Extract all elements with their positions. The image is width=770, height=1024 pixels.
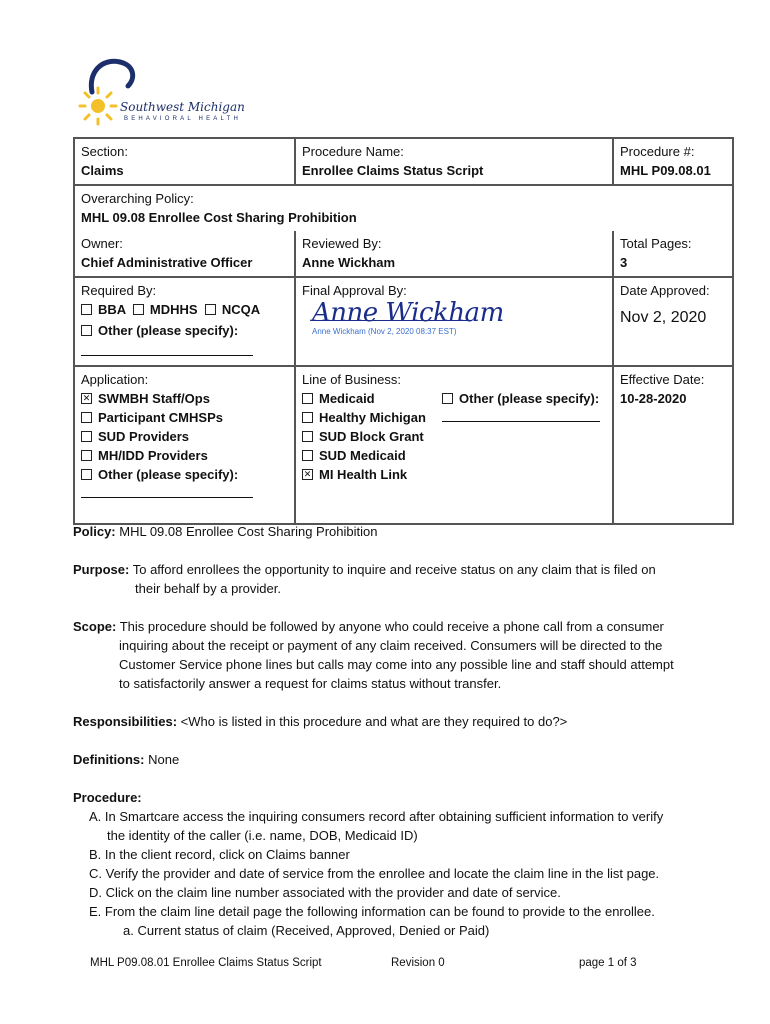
application-item-label: SUD Providers [98,429,190,444]
application-checkbox[interactable] [81,393,92,404]
owner-value: Chief Administrative Officer [81,255,253,270]
overarching-policy-value: MHL 09.08 Enrollee Cost Sharing Prohibition [81,210,357,225]
policy-label: Policy: [73,524,116,539]
procedure-number-value: MHL P09.08.01 [620,163,711,178]
lob-checkbox[interactable] [302,412,313,423]
scope-text-cont: inquiring about the receipt or payment of any claim received. Consumers will be directed to the [119,638,663,653]
procedure-number-cell [613,138,733,185]
responsibilities-paragraph [73,712,713,731]
owner-cell [74,231,295,277]
list-item: A. In Smartcare access the inquiring consumers record after obtaining sufficient information to verify [89,809,664,824]
effective-date-value: 10-28-2020 [620,391,687,406]
bba-checkbox[interactable] [81,304,92,315]
list-item: C. Verify the provider and date of service from the enrollee and locate the claim line in the list page. [89,866,660,881]
lob-columns [302,389,606,484]
application-checkbox[interactable] [81,469,92,480]
lob-checkbox[interactable] [302,393,313,404]
required-other-checkbox[interactable] [81,325,92,336]
scope-text: This procedure should be followed by anyone who could receive a phone call from a consumer [119,619,664,634]
reviewed-by-cell [295,231,613,277]
table-row [74,231,733,277]
application-cell [74,366,295,524]
list-item [302,389,442,408]
lob-item-label: SUD Block Grant [319,429,424,444]
required-other-row [81,321,288,340]
date-approved-cell [613,277,733,366]
signature-block [302,298,606,341]
lob-list [302,389,442,484]
overarching-policy-cell [74,185,733,231]
footer-page-number: page 1 of 3 [579,957,637,969]
procedure-header-table [73,137,734,525]
application-checkbox[interactable] [81,412,92,423]
total-pages-label: Total Pages: [620,236,692,251]
list-item [302,465,442,484]
required-by-label: Required By: [81,283,157,298]
required-other-label: Other (please specify): [98,323,239,338]
application-item-label: Other (please specify): [98,467,239,482]
list-item: B. In the client record, click on Claims banner [89,847,350,862]
organization-logo [78,56,258,128]
lob-other [442,389,600,484]
scope-paragraph [73,617,713,693]
logo-name: Southwest Michigan [120,100,245,114]
effective-date-label: Effective Date: [620,372,705,387]
lob-item-label: Healthy Michigan [319,410,426,425]
ncqa-checkbox[interactable] [205,304,216,315]
logo-subtitle: BEHAVIORAL HEALTH [124,116,241,122]
required-by-cell [74,277,295,366]
procedure-name-cell [295,138,613,185]
procedure-steps [73,807,733,940]
required-by-options [81,300,288,319]
lob-other-label: Other (please specify): [459,391,600,406]
scope-label: Scope: [73,619,117,634]
application-list [81,389,288,503]
purpose-text-cont: their behalf by a provider. [135,581,281,596]
effective-date-cell [613,366,733,524]
list-item [81,446,288,465]
list-item [81,465,288,484]
final-approval-cell [295,277,613,366]
mdhhs-label: MDHHS [149,302,198,317]
purpose-text: To afford enrollees the opportunity to inquire and receive status on any claim that is filed on [132,562,656,577]
lob-checkbox[interactable] [302,450,313,461]
list-item: a. Current status of claim (Received, Approved, Denied or Paid) [123,923,490,938]
total-pages-value: 3 [620,255,628,270]
total-pages-cell [613,231,733,277]
list-item [81,389,288,408]
lob-other-checkbox[interactable] [442,393,453,404]
table-row [74,277,733,366]
procedure-label: Procedure: [73,790,142,805]
responsibilities-text: <Who is listed in this procedure and what are they required to do?> [180,714,568,729]
list-item: D. Click on the claim line number associated with the provider and date of service. [89,885,561,900]
signature: Anne Wickham [312,298,504,328]
application-checkbox[interactable] [81,431,92,442]
final-approval-label: Final Approval By: [302,283,407,298]
list-item [81,408,288,427]
lob-other-field[interactable] [442,408,600,427]
date-approved-label: Date Approved: [620,283,710,298]
policy-text: MHL 09.08 Enrollee Cost Sharing Prohibition [119,524,378,539]
overarching-policy-label: Overarching Policy: [81,191,194,206]
list-item [302,427,442,446]
application-checkbox[interactable] [81,450,92,461]
scope-text-cont: Customer Service phone lines but calls may come into any possible line and staff should attempt [119,657,674,672]
table-row [74,138,733,185]
line-of-business-cell [295,366,613,524]
section-cell [74,138,295,185]
table-row [74,366,733,524]
procedure-name-label: Procedure Name: [302,144,404,159]
responsibilities-label: Responsibilities: [73,714,178,729]
ncqa-label: NCQA [221,302,261,317]
list-item [302,408,442,427]
line-of-business-label: Line of Business: [302,372,402,387]
date-approved-value: Nov 2, 2020 [620,309,707,326]
list-item [302,446,442,465]
lob-item-label: Medicaid [319,391,375,406]
procedure-section [73,788,733,940]
application-label: Application: [81,372,149,387]
list-item: the identity of the caller (i.e. name, DOB, Medicaid ID) [107,828,418,843]
section-label: Section: [81,144,128,159]
lob-checkbox[interactable] [302,469,313,480]
application-item-label: Participant CMHSPs [98,410,223,425]
lob-checkbox[interactable] [302,431,313,442]
procedure-number-label: Procedure #: [620,144,695,159]
section-value: Claims [81,163,124,178]
footer-doc-title: MHL P09.08.01 Enrollee Claims Status Script [90,957,322,969]
policy-paragraph [73,522,713,541]
purpose-paragraph [73,560,713,598]
scope-text-cont: to satisfactorily answer a request for claims status without transfer. [119,676,502,691]
reviewed-by-label: Reviewed By: [302,236,382,251]
application-item-label: SWMBH Staff/Ops [98,391,210,406]
signature-caption: Anne Wickham (Nov 2, 2020 08:37 EST) [312,327,457,336]
application-other-field[interactable] [81,484,288,503]
reviewed-by-value: Anne Wickham [302,255,396,270]
mdhhs-checkbox[interactable] [133,304,144,315]
definitions-paragraph [73,750,713,769]
table-row [74,185,733,231]
purpose-label: Purpose: [73,562,130,577]
definitions-label: Definitions: [73,752,145,767]
list-item: E. From the claim line detail page the following information can be found to provide to the enrollee. [89,904,655,919]
bba-label: BBA [98,302,126,317]
definitions-text: None [148,752,180,767]
required-other-field[interactable] [81,342,288,361]
lob-item-label: MI Health Link [319,467,408,482]
list-item [81,427,288,446]
procedure-name-value: Enrollee Claims Status Script [302,163,484,178]
lob-item-label: SUD Medicaid [319,448,406,463]
footer-revision: Revision 0 [391,957,445,969]
owner-label: Owner: [81,236,123,251]
application-item-label: MH/IDD Providers [98,448,208,463]
